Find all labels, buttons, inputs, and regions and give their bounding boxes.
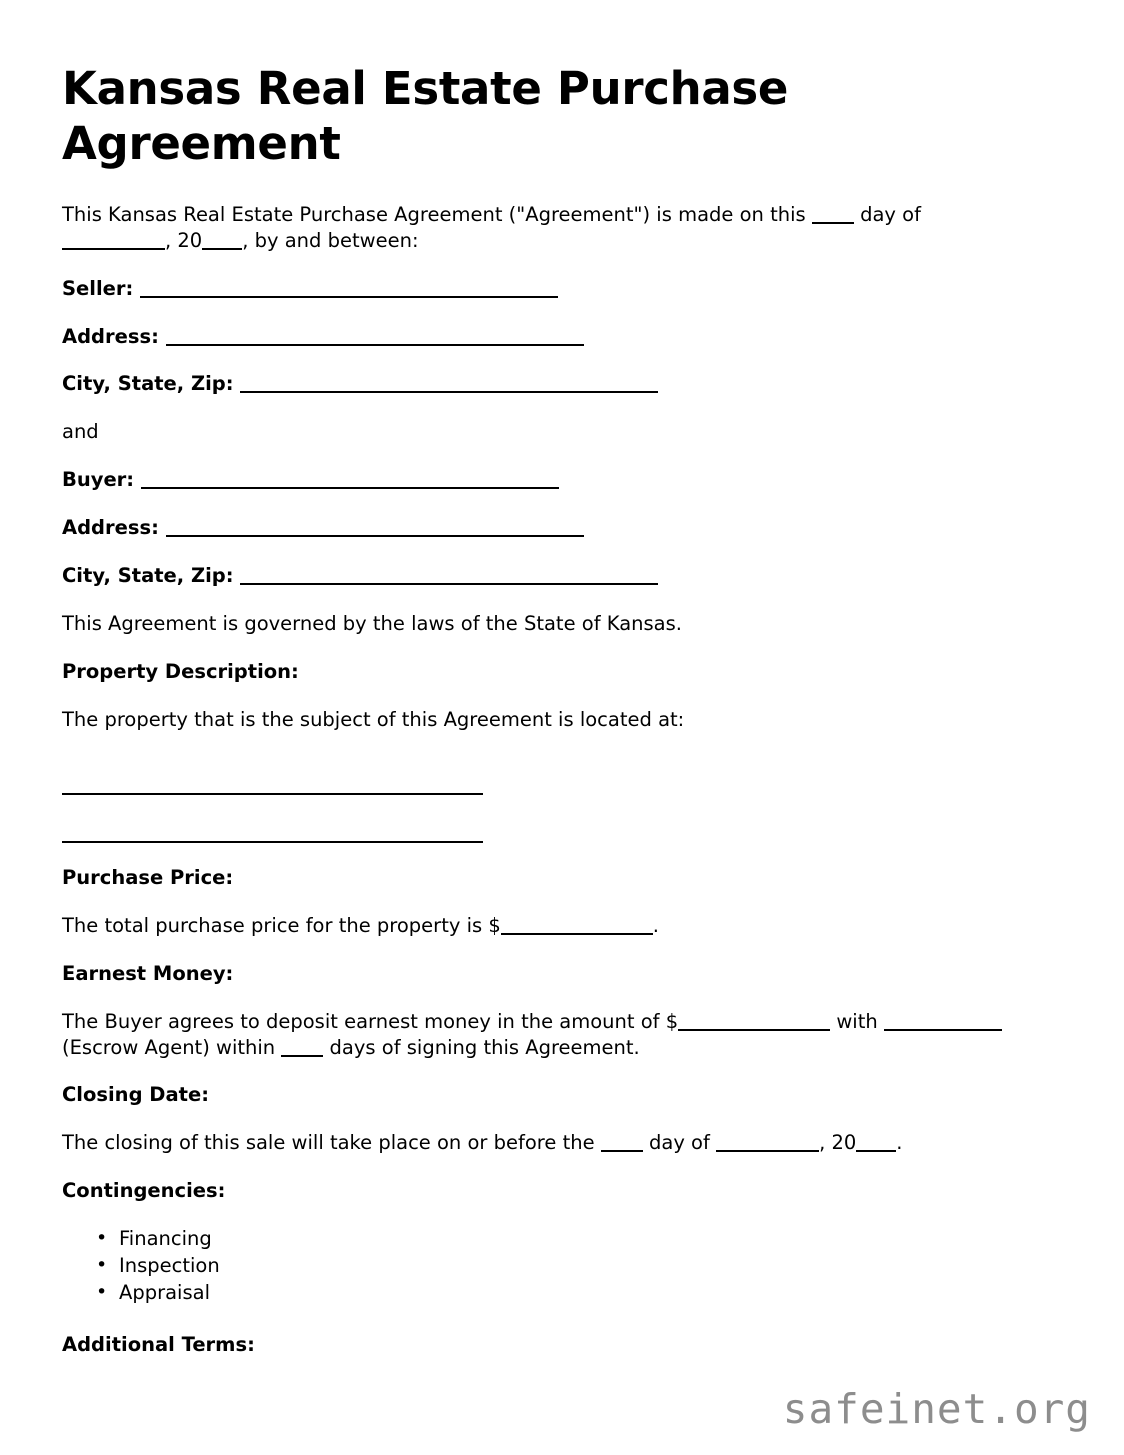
earnest-money-heading: Earnest Money: [62, 961, 234, 985]
property-description-blank-lines [62, 755, 1030, 843]
seller-city-state-zip-blank[interactable] [240, 391, 658, 393]
additional-terms-heading: Additional Terms: [62, 1333, 255, 1357]
intro-month-blank[interactable] [62, 248, 165, 250]
rule-spacer-lower [62, 795, 1030, 841]
buyer-city-state-zip-label: City, State, Zip: [62, 564, 234, 588]
seller-address-label: Address: [62, 324, 159, 348]
seller-city-state-zip-field [62, 371, 1030, 397]
earnest-money-days-blank[interactable] [281, 1055, 323, 1057]
governing-law-text: This Agreement is governed by the laws of the State of Kansas. [62, 612, 682, 636]
contingencies-list [62, 1226, 1030, 1306]
list-item: • Appraisal [96, 1280, 1030, 1307]
buyer-address-blank[interactable] [166, 535, 584, 537]
closing-date-part1: The closing of this sale will take place on or before the [62, 1131, 601, 1155]
closing-day-blank[interactable] [601, 1150, 643, 1152]
intro-text-part4: , by and between: [242, 228, 419, 252]
closing-month-blank[interactable] [716, 1150, 819, 1152]
buyer-name-blank[interactable] [141, 487, 559, 489]
buyer-city-state-zip-blank[interactable] [240, 583, 658, 585]
intro-text-part3: , 20 [165, 228, 203, 252]
seller-address-field [62, 324, 1030, 350]
earnest-money-text [62, 1009, 1030, 1061]
closing-date-heading: Closing Date: [62, 1083, 210, 1107]
purchase-price-part2: . [652, 913, 659, 937]
intro-year-blank[interactable] [202, 248, 242, 250]
closing-date-part3: , 20 [819, 1131, 857, 1155]
rule-spacer-upper [62, 755, 1030, 793]
purchase-price-text [62, 913, 1030, 939]
purchase-price-part1: The total purchase price for the property is $ [62, 913, 501, 937]
intro-text-part2: day of [853, 202, 921, 226]
site-watermark: safeinet.org [782, 1385, 1091, 1433]
escrow-agent-blank[interactable] [884, 1029, 1002, 1031]
conjunction-and: and [62, 420, 99, 444]
property-line-2[interactable] [62, 841, 483, 843]
buyer-city-state-zip-field [62, 563, 1030, 589]
earnest-money-part2: with [830, 1009, 884, 1033]
property-description-text: The property that is the subject of this Agreement is located at: [62, 707, 685, 731]
earnest-money-part1: The Buyer agrees to deposit earnest money in the amount of $ [62, 1009, 679, 1033]
seller-city-state-zip-label: City, State, Zip: [62, 372, 234, 396]
closing-year-blank[interactable] [856, 1150, 896, 1152]
intro-day-blank[interactable] [812, 222, 854, 224]
purchase-price-heading: Purchase Price: [62, 865, 234, 889]
property-description-heading: Property Description: [62, 660, 299, 683]
seller-name-field [62, 276, 1030, 302]
page-title: Kansas Real Estate Purchase Agreement [62, 62, 789, 170]
buyer-name-field [62, 467, 1030, 493]
intro-paragraph [62, 202, 1030, 254]
closing-date-text [62, 1130, 1030, 1156]
list-item: • Inspection [96, 1253, 1030, 1280]
list-item: • Financing [96, 1226, 1030, 1253]
seller-name-label: Seller: [62, 276, 134, 300]
closing-date-part2: day of [642, 1131, 717, 1155]
buyer-address-field [62, 515, 1030, 541]
earnest-money-part4: days of signing this Agreement. [323, 1035, 640, 1059]
buyer-address-label: Address: [62, 516, 159, 540]
seller-address-blank[interactable] [166, 344, 584, 346]
buyer-name-label: Buyer: [62, 468, 135, 492]
earnest-money-part3: (Escrow Agent) within [62, 1035, 282, 1059]
seller-name-blank[interactable] [140, 296, 558, 298]
earnest-money-amount-blank[interactable] [678, 1029, 830, 1031]
contingencies-heading: Contingencies: [62, 1179, 226, 1203]
closing-date-part4: . [896, 1131, 903, 1155]
purchase-price-blank[interactable] [501, 933, 653, 935]
intro-text-part1: This Kansas Real Estate Purchase Agreement ("Agreement") is made on this [62, 202, 812, 226]
